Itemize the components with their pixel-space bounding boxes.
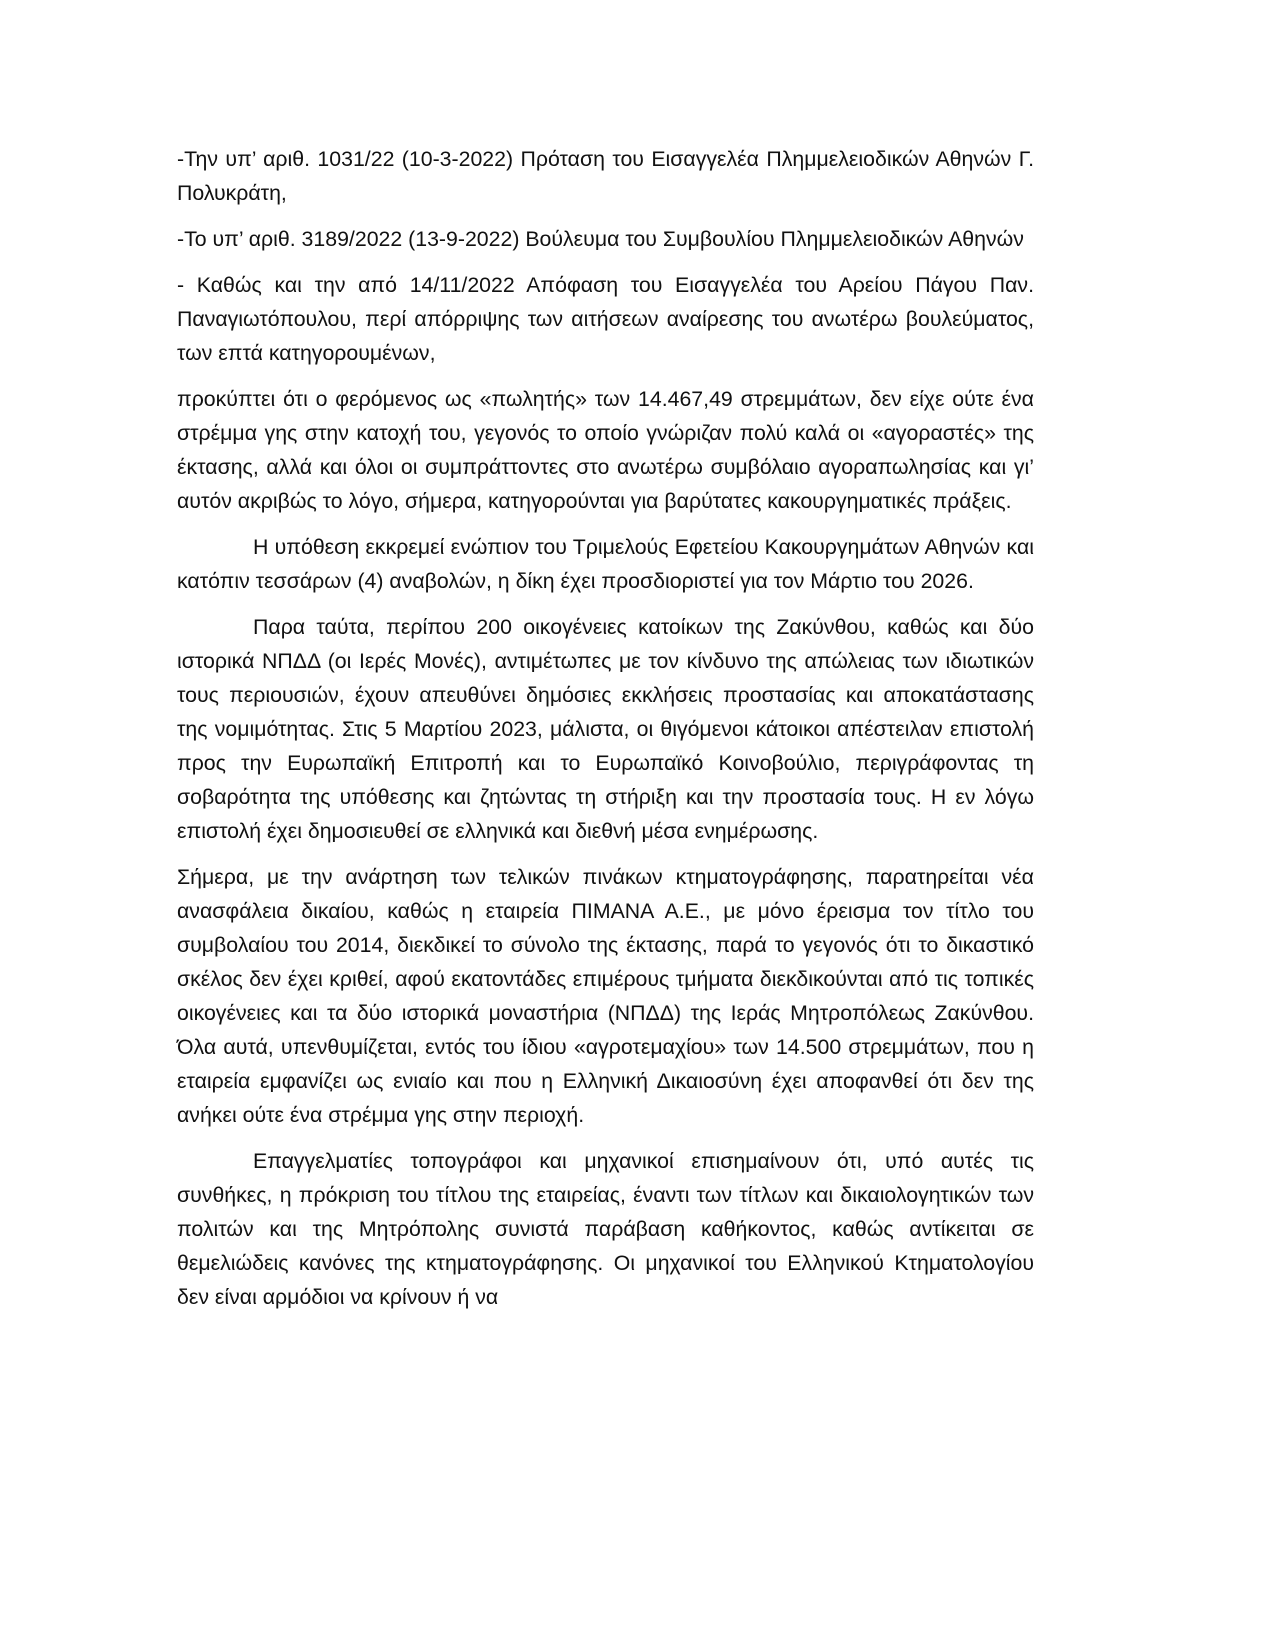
- paragraph-engineers-remarks: Επαγγελματίες τοπογράφοι και μηχανικοί επισημαίνουν ότι, υπό αυτές τις συνθήκες, η πρόκριση του τίτλου της εταιρείας, έναντι των τίτλων και δικαιολογητικών των πολιτών και της Μητρόπολης συνιστά παράβαση καθήκοντος, καθώς αντίκειται σε θεμελιώδεις κανόνες της κτηματογράφησης. Οι μηχανικοί του Ελληνικού Κτηματολογίου δεν είναι αρμόδιοι να κρίνουν ή να: [177, 1149, 1034, 1309]
- paragraph-prosecutor-proposal: -Την υπ’ αριθ. 1031/22 (10-3-2022) Πρόταση του Εισαγγελέα Πλημμελειοδικών Αθηνών Γ. Πολυκράτη,: [177, 147, 1034, 205]
- document-page: [177, 142, 1034, 1326]
- paragraph-council-ruling: -Το υπ’ αριθ. 3189/2022 (13-9-2022) Βούλευμα του Συμβουλίου Πλημμελειοδικών Αθηνών: [177, 227, 1024, 251]
- paragraph-court-pending: Η υπόθεση εκκρεμεί ενώπιον του Τριμελούς Εφετείου Κακουργημάτων Αθηνών και κατόπιν τεσσάρων (4) αναβολών, η δίκη έχει προσδιοριστεί για τον Μάρτιο του 2026.: [177, 535, 1034, 593]
- paragraph-families-appeal: Παρα ταύτα, περίπου 200 οικογένειες κατοίκων της Ζακύνθου, καθώς και δύο ιστορικά ΝΠΔΔ (οι Ιερές Μονές), αντιμέτωπες με τον κίνδυνο της απώλειας των ιδιωτικών τους περιουσιών, έχουν απευθύνει δημόσιες εκκλήσεις προστασίας και αποκατάστασης της νομιμότητας. Στις 5 Μαρτίου 2023, μάλιστα, οι θιγόμενοι κάτοικοι απέστειλαν επιστολή προς την Ευρωπαϊκή Επιτροπή και το Ευρωπαϊκό Κοινοβούλιο, περιγράφοντας τη σοβαρότητα της υπόθεσης και ζητώντας τη στήριξη και την προστασία τους. Η εν λόγω επιστολή έχει δημοσιευθεί σε ελληνικά και διεθνή μέσα ενημέρωσης.: [177, 615, 1034, 843]
- paragraph-areios-pagos-decision: - Καθώς και την από 14/11/2022 Απόφαση του Εισαγγελέα του Αρείου Πάγου Παν. Παναγιωτόπουλου, περί απόρριψης των αιτήσεων αναίρεσης του ανωτέρω βουλεύματος, των επτά κατηγορουμένων,: [177, 273, 1034, 365]
- paragraph-seller-conclusion: προκύπτει ότι ο φερόμενος ως «πωλητής» των 14.467,49 στρεμμάτων, δεν είχε ούτε ένα στρέμμα γης στην κατοχή του, γεγονός το οποίο γνώριζαν πολύ καλά οι «αγοραστές» της έκτασης, αλλά και όλοι οι συμπράττοντες στο ανωτέρω συμβόλαιο αγοραπωλησίας και γι’ αυτόν ακριβώς το λόγο, σήμερα, κατηγορούνται για βαρύτατες κακουργηματικές πράξεις.: [177, 387, 1034, 513]
- paragraph-cadastre-insecurity: Σήμερα, με την ανάρτηση των τελικών πινάκων κτηματογράφησης, παρατηρείται νέα ανασφάλεια δικαίου, καθώς η εταιρεία ΠΙΜΑΝΑ Α.Ε., με μόνο έρεισμα τον τίτλο του συμβολαίου του 2014, διεκδικεί το σύνολο της έκτασης, παρά το γεγονός ότι το δικαστικό σκέλος δεν έχει κριθεί, αφού εκατοντάδες επιμέρους τμήματα διεκδικούνται από τις τοπικές οικογένειες και τα δύο ιστορικά μοναστήρια (ΝΠΔΔ) της Ιεράς Μητροπόλεως Ζακύνθου. Όλα αυτά, υπενθυμίζεται, εντός του ίδιου «αγροτεμαχίου» των 14.500 στρεμμάτων, που η εταιρεία εμφανίζει ως ενιαίο και που η Ελληνική Δικαιοσύνη έχει αποφανθεί ότι δεν της ανήκει ούτε ένα στρέμμα γης στην περιοχή.: [177, 865, 1034, 1127]
